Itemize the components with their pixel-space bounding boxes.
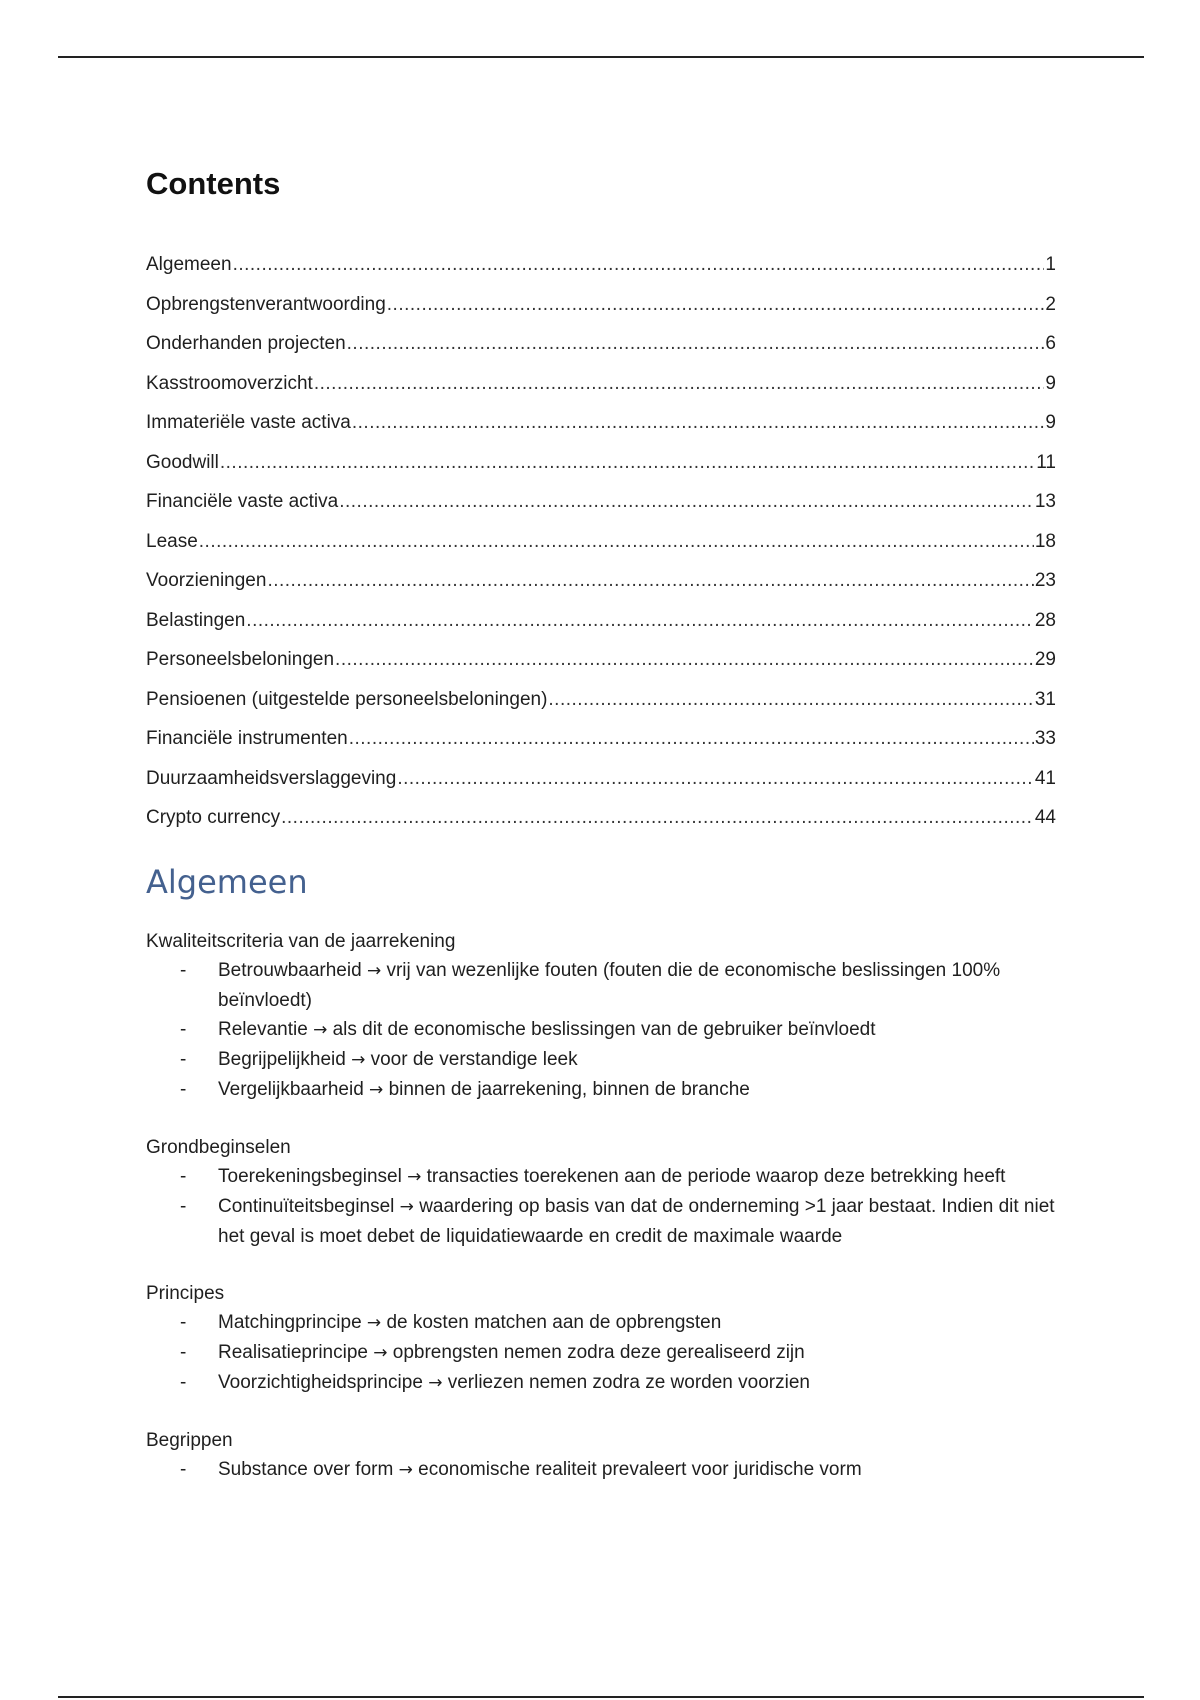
item-term: Voorzichtigheidsprincipe xyxy=(218,1372,423,1394)
toc-leader-dots xyxy=(281,798,1034,838)
list-item xyxy=(146,956,1056,1015)
content-section xyxy=(146,1133,1056,1251)
arrow-right-icon: → xyxy=(373,1343,388,1364)
item-term: Substance over form xyxy=(218,1459,394,1481)
toc-entry-page: 6 xyxy=(1045,333,1056,354)
bullet-dash: - xyxy=(180,1196,187,1218)
toc-entry-page: 9 xyxy=(1045,372,1056,394)
toc-entry-title: Opbrengstenverantwoording xyxy=(146,293,386,315)
bullet-dash: - xyxy=(180,1166,187,1188)
arrow-right-icon: → xyxy=(366,1313,382,1334)
item-term: Matchingprincipe xyxy=(218,1312,362,1334)
list-item xyxy=(146,1162,1056,1192)
list-item xyxy=(146,1015,1056,1045)
toc-leader-dots xyxy=(267,561,1033,601)
list-item xyxy=(146,1308,1056,1338)
bullet-dash: - xyxy=(180,1312,187,1334)
bullet-dash: - xyxy=(180,1019,187,1041)
toc-entry-title: Crypto currency xyxy=(146,807,281,828)
section-title: Begrippen xyxy=(146,1430,233,1452)
item-term: Relevantie xyxy=(218,1019,308,1041)
item-description: als dit de economische beslissingen van de gebruiker beïnvloedt xyxy=(332,1019,876,1041)
toc-leader-dots xyxy=(246,601,1034,641)
toc-entry-page: 9 xyxy=(1045,412,1056,433)
bullet-dash: - xyxy=(180,1372,187,1394)
arrow-right-icon: → xyxy=(407,1167,422,1188)
section-title: Grondbeginselen xyxy=(146,1137,291,1159)
content-section xyxy=(146,927,1056,1105)
bullet-list xyxy=(146,1308,1056,1398)
item-description: economische realiteit prevaleert voor juridische vorm xyxy=(418,1459,862,1481)
toc-entry-page: 41 xyxy=(1034,767,1056,789)
toc-entry-page: 13 xyxy=(1034,491,1056,512)
bullet-list xyxy=(146,1455,1056,1485)
content-section xyxy=(146,1426,1056,1485)
toc-entry-title: Algemeen xyxy=(146,254,232,275)
toc-entry-page: 1 xyxy=(1045,254,1056,275)
document-body xyxy=(146,168,1056,1513)
arrow-right-icon: → xyxy=(351,1050,366,1071)
toc-entry-title: Kasstroomoverzicht xyxy=(146,372,313,394)
sections-container xyxy=(146,927,1056,1485)
toc-entry[interactable] xyxy=(146,759,1056,799)
toc-entry-title: Personeelsbeloningen xyxy=(146,649,335,670)
bullet-dash: - xyxy=(180,1049,187,1071)
toc-leader-dots xyxy=(339,482,1034,522)
arrow-right-icon: → xyxy=(398,1460,413,1481)
item-description: waardering op basis van dat de onderneming >1 jaar bestaat. Indien dit niet het geval is moet debet de liquidatiewaarde en credit de maximale waarde xyxy=(218,1196,1055,1248)
toc-entry[interactable] xyxy=(146,285,1056,325)
toc-entry[interactable] xyxy=(146,403,1056,443)
item-term: Continuïteitsbeginsel xyxy=(218,1196,395,1218)
toc-leader-dots xyxy=(335,640,1034,680)
toc-entry-title: Duurzaamheidsverslaggeving xyxy=(146,767,397,789)
item-description: de kosten matchen aan de opbrengsten xyxy=(386,1312,722,1334)
toc-entry-title: Goodwill xyxy=(146,451,219,473)
toc-entry-page: 2 xyxy=(1045,293,1056,315)
toc-title: Contents xyxy=(146,166,281,201)
list-item xyxy=(146,1192,1056,1251)
toc-entry[interactable] xyxy=(146,640,1056,680)
toc-leader-dots xyxy=(387,285,1045,325)
toc-entry-page: 44 xyxy=(1034,807,1056,828)
toc-entry[interactable] xyxy=(146,798,1056,838)
list-item xyxy=(146,1338,1056,1368)
footer-rule xyxy=(58,1696,1144,1698)
content-section xyxy=(146,1279,1056,1398)
toc-entry-page: 31 xyxy=(1034,688,1056,710)
toc-entry-page: 29 xyxy=(1034,649,1056,670)
toc-entry-title: Lease xyxy=(146,530,198,552)
item-description: binnen de jaarrekening, binnen de branche xyxy=(388,1079,750,1101)
toc-entry[interactable] xyxy=(146,482,1056,522)
list-item xyxy=(146,1075,1056,1105)
arrow-right-icon: → xyxy=(399,1197,414,1218)
item-term: Vergelijkbaarheid xyxy=(218,1079,364,1101)
toc-entry[interactable] xyxy=(146,324,1056,364)
toc-leader-dots xyxy=(548,680,1033,720)
toc-entry[interactable] xyxy=(146,245,1056,285)
bullet-dash: - xyxy=(180,1079,187,1101)
toc-entry[interactable] xyxy=(146,601,1056,641)
bullet-list xyxy=(146,1162,1056,1251)
toc-leader-dots xyxy=(397,759,1034,799)
arrow-right-icon: → xyxy=(313,1020,328,1041)
toc-entry[interactable] xyxy=(146,522,1056,562)
list-item xyxy=(146,1368,1056,1398)
item-term: Begrijpelijkheid xyxy=(218,1049,346,1071)
item-term: Betrouwbaarheid xyxy=(218,960,362,982)
toc-entry-title: Voorzieningen xyxy=(146,570,267,591)
toc-entry-title: Belastingen xyxy=(146,609,246,631)
toc-entry-page: 23 xyxy=(1034,570,1056,591)
list-item xyxy=(146,1045,1056,1075)
toc-entry-page: 28 xyxy=(1034,609,1056,631)
item-description: voor de verstandige leek xyxy=(370,1049,578,1071)
list-item xyxy=(146,1455,1056,1485)
toc-leader-dots xyxy=(314,364,1045,404)
toc-entry[interactable] xyxy=(146,364,1056,404)
header-rule xyxy=(58,56,1144,58)
toc-entry[interactable] xyxy=(146,443,1056,483)
item-description: verliezen nemen zodra ze worden voorzien xyxy=(447,1372,810,1394)
item-description: transacties toerekenen aan de periode waarop deze betrekking heeft xyxy=(426,1166,1006,1188)
toc-entry-title: Onderhanden projecten xyxy=(146,333,346,354)
item-term: Realisatieprincipe xyxy=(218,1342,368,1364)
toc-entry-page: 11 xyxy=(1036,451,1056,473)
section-heading-algemeen: Algemeen xyxy=(146,862,308,901)
arrow-right-icon: → xyxy=(428,1373,443,1394)
bullet-dash: - xyxy=(180,960,187,982)
toc-leader-dots xyxy=(233,245,1045,285)
table-of-contents xyxy=(146,245,1056,838)
toc-entry-title: Financiële vaste activa xyxy=(146,491,339,512)
bullet-dash: - xyxy=(180,1342,187,1364)
toc-leader-dots xyxy=(352,403,1045,443)
arrow-right-icon: → xyxy=(366,961,382,982)
toc-entry-title: Financiële instrumenten xyxy=(146,728,348,749)
toc-entry[interactable] xyxy=(146,719,1056,759)
arrow-right-icon: → xyxy=(369,1080,384,1101)
item-term: Toerekeningsbeginsel xyxy=(218,1166,402,1188)
toc-leader-dots xyxy=(199,522,1034,562)
toc-entry[interactable] xyxy=(146,680,1056,720)
toc-leader-dots xyxy=(349,719,1034,759)
item-description: opbrengsten nemen zodra deze gerealiseerd zijn xyxy=(392,1342,805,1364)
toc-entry-page: 33 xyxy=(1034,728,1056,749)
toc-entry-title: Pensioenen (uitgestelde personeelsbeloningen) xyxy=(146,688,548,710)
toc-entry-title: Immateriële vaste activa xyxy=(146,412,351,433)
toc-leader-dots xyxy=(220,443,1035,483)
toc-entry-page: 18 xyxy=(1034,530,1056,552)
toc-leader-dots xyxy=(347,324,1045,364)
bullet-dash: - xyxy=(180,1459,187,1481)
toc-entry[interactable] xyxy=(146,561,1056,601)
section-title: Kwaliteitscriteria van de jaarrekening xyxy=(146,931,456,953)
bullet-list xyxy=(146,956,1056,1105)
section-title: Principes xyxy=(146,1283,225,1305)
item-description: vrij van wezenlijke fouten (fouten die de economische beslissingen 100% beïnvloedt) xyxy=(218,960,1001,1012)
